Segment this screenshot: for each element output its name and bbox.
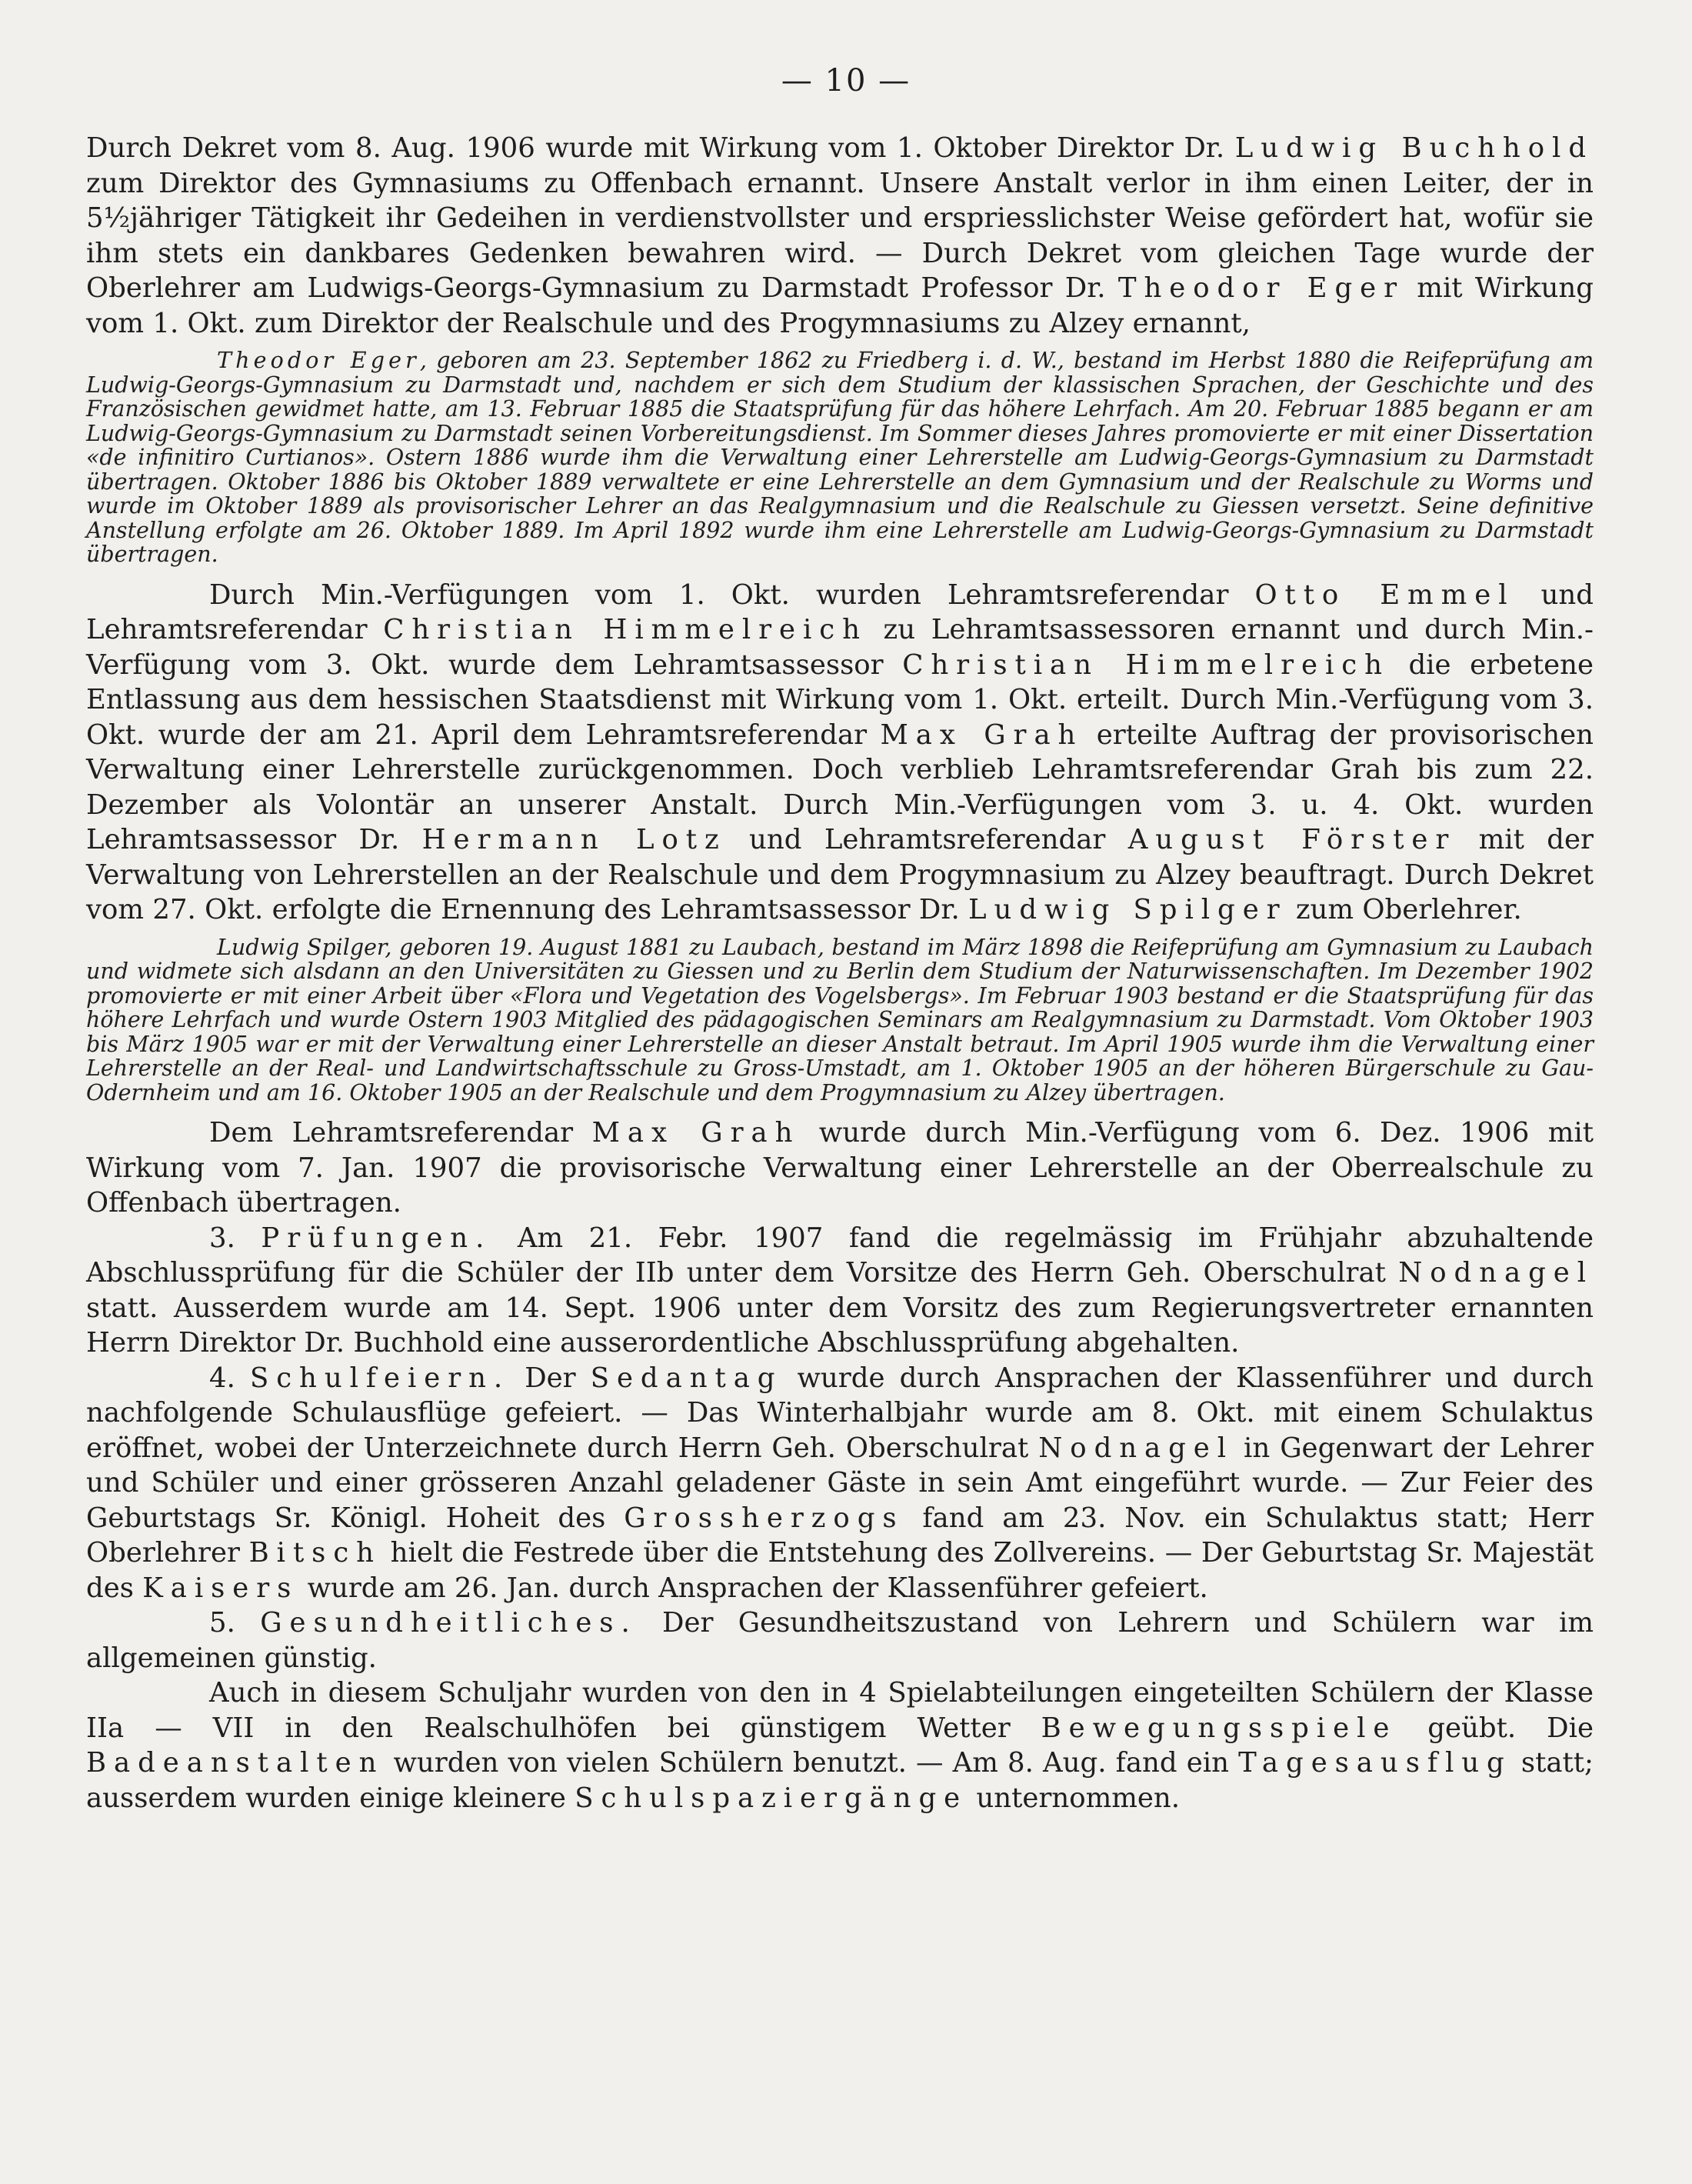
spaced-emphasis: Badeanstalten — [86, 1747, 385, 1779]
spaced-emphasis: Tagesausflug — [1238, 1747, 1512, 1779]
text-run: Dem Lehramtsreferendar — [209, 1117, 592, 1149]
text-run: Am 21. Febr. 1907 fand die regelmässig im Frühjahr abzuhaltende Abschlussprüfung für die Schüler der IIb unter dem Vorsitze des Herrn Geh. Oberschulrat — [86, 1222, 1594, 1289]
page-number: — 10 — — [781, 63, 911, 98]
paragraph-grah-transfer — [86, 1115, 1594, 1221]
spaced-emphasis: Max Grah — [880, 719, 1084, 751]
spaced-emphasis: August Förster — [1127, 824, 1457, 855]
section-gesundheitliches — [86, 1605, 1594, 1676]
text-run: in Gegenwart der Lehrer und Schüler und einer grösseren Anzahl geladener Gäste in sein Amt eingeführt wurde. — Zur Feier des Geburtstags Sr. Königl. Hoheit des — [86, 1432, 1594, 1534]
text-run: zu Lehramtsassessoren ernannt und durch Min.-Verfügung vom 3. Okt. wurde dem Lehramtsassessor — [86, 614, 1594, 681]
paragraph-director-appointments — [86, 131, 1594, 341]
spaced-emphasis: Ludwig Buchhold — [1234, 132, 1594, 164]
spaced-emphasis: Theodor Eger — [217, 348, 420, 373]
text-run: wurden von vielen Schülern benutzt. — Am 8. Aug. fand ein — [384, 1747, 1239, 1779]
spaced-emphasis: Hermann Lotz — [421, 824, 727, 855]
text-run: 5. — [209, 1607, 261, 1639]
text-run: , geboren am 23. September 1862 zu Friedberg i. d. W., bestand im Herbst 1880 die Reifeprüfung am Ludwig-Georgs-Gymnasium zu Darmstadt und, nachdem er sich dem Studium der klassischen Sprachen, der Geschichte und des Französischen gewidmet hatte, am 13. Februar 1885 die Staatsprüfung für das höhere Lehrfach. Am 20. Februar 1885 begann er am Ludwig-Georgs-Gymnasium zu Darmstadt seinen Vorbereitungsdienst. Im Sommer dieses Jahres promovierte er mit einer Dissertation «de infinitiro Curtianos». Ostern 1886 wurde ihm die Verwaltung einer Lehrerstelle am Ludwig-Georgs-Gymnasium zu Darmstadt übertragen. Oktober 1886 bis Oktober 1889 verwaltete er eine Lehrerstelle an dem Gymnasium und der Realschule zu Worms und wurde im Oktober 1889 als provisorischer Lehrer an das Realgymnasium und die Realschule zu Giessen versetzt. Seine definitive Anstellung erfolgte am 26. Oktober 1889. Im April 1892 wurde ihm eine Lehrerstelle am Ludwig-Georgs-Gymnasium zu Darmstadt übertragen. — [86, 348, 1594, 567]
spaced-emphasis: Grossherzogs — [624, 1502, 904, 1534]
text-run: Durch Min.-Verfügungen vom 1. Okt. wurden Lehramtsreferendar — [209, 579, 1255, 611]
spaced-emphasis: Bewegungsspiele — [1041, 1712, 1397, 1744]
text-run: Ludwig Spilger, geboren 19. August 1881 zu Laubach, bestand im März 1898 die Reifeprüfung am Gymnasium zu Laubach und widmete sich alsdann an den Universitäten zu Giessen und zu Berlin dem Studium der Naturwissenschaften. Im Dezember 1902 promovierte er mit einer Arbeit über «Flora und Vegetation des Vogelsbergs». Im Februar 1903 bestand er die Staatsprüfung für das höhere Lehrfach und wurde Ostern 1903 Mitglied des pädagogischen Seminars am Realgymnasium zu Darmstadt. Vom Oktober 1903 bis März 1905 war er mit der Verwaltung einer Lehrerstelle an dieser Anstalt betraut. Im April 1905 wurde ihm die Verwaltung einer Lehrerstelle an der Real- und Landwirtschaftsschule zu Gross-Umstadt, am 1. Oktober 1905 an der höheren Bürgerschule zu Gau-Odernheim und am 16. Oktober 1905 an der Realschule und dem Progymnasium zu Alzey übertragen. — [86, 934, 1594, 1105]
paragraph-spiele-ausfluege — [86, 1676, 1594, 1816]
text-run: unternommen. — [968, 1782, 1181, 1814]
text-run: zum Direktor des Gymnasiums zu Offenbach ernannt. Unsere Anstalt verlor in ihm einen Leiter, der in 5½jähriger Tätigkeit ihr Gedeihen in verdienstvollster und erspriesslichster Weise gefördert hat, wofür sie ihm stets ein dankbares Gedenken bewahren wird. — Durch Dekret vom gleichen Tage wurde der Oberlehrer am Ludwigs-Georgs-Gymnasium zu Darmstadt Professor Dr. — [86, 167, 1594, 304]
spaced-emphasis: Nodnagel — [1038, 1432, 1234, 1464]
spaced-emphasis: Gesundheitliches. — [260, 1607, 638, 1639]
spaced-emphasis: Kaisers — [142, 1572, 299, 1604]
spaced-emphasis: Christian Himmelreich — [902, 649, 1390, 681]
biography-note-spilger — [86, 935, 1594, 1105]
spaced-emphasis: Nodnagel — [1398, 1257, 1594, 1289]
spaced-emphasis: Theodor Eger — [1117, 272, 1405, 304]
spaced-emphasis: Prüfungen. — [261, 1222, 492, 1254]
text-run: wurde am 26. Jan. durch Ansprachen der Klassenführer gefeiert. — [298, 1572, 1208, 1604]
spaced-emphasis: Christian Himmelreich — [383, 614, 868, 645]
text-run: Der Gesundheitszustand von Lehrern und Schülern war im allgemeinen günstig. — [86, 1607, 1594, 1674]
text-run: statt. Ausserdem wurde am 14. Sept. 1906 unter dem Vorsitz des zum Regierungsvertreter ernannten Herrn Direktor Dr. Buchhold eine ausserordentliche Abschlussprüfung abgehalten. — [86, 1292, 1594, 1359]
text-run: wurde durch Ansprachen der Klassenführer und durch nachfolgende Schulausflüge gefeiert. — Das Winterhalbjahr wurde am 8. Okt. mit einem Schulaktus eröffnet, wobei der Unterzeichnete durch Herrn Geh. Oberschulrat — [86, 1362, 1594, 1464]
text-run: zum Oberlehrer. — [1287, 894, 1522, 925]
text-run: statt; ausserdem wurden einige kleinere — [86, 1747, 1594, 1814]
spaced-emphasis: Sedantag — [590, 1362, 783, 1394]
text-run: erteilte Auftrag der provisorischen Verwaltung einer Lehrerstelle zurückgenommen. Doch verblieb Lehramtsreferendar Grah bis zum 22. Dezember als Volontär an unserer Anstalt. Durch Min.-Verfügungen vom 3. u. 4. Okt. wurden Lehramtsassessor Dr. — [86, 719, 1594, 855]
text-run: 3. — [209, 1222, 261, 1254]
spaced-emphasis: Schulspaziergänge — [575, 1782, 968, 1814]
paragraph-ministerial-orders — [86, 578, 1594, 928]
text-run: geübt. Die — [1397, 1712, 1594, 1744]
spaced-emphasis: Bitsch — [248, 1537, 381, 1569]
text-run: die erbetene Entlassung aus dem hessischen Staatsdienst mit Wirkung vom 1. Okt. erteilt. Durch Min.-Verfügung vom 3. Okt. wurde der am 21. April dem Lehramtsreferendar — [86, 649, 1594, 751]
text-run: und Lehramtsreferendar — [726, 824, 1128, 855]
text-run: Durch Dekret vom 8. Aug. 1906 wurde mit Wirkung vom 1. Oktober Direktor Dr. — [86, 132, 1235, 164]
text-run: fand am 23. Nov. ein Schulaktus statt; Herr Oberlehrer — [86, 1502, 1594, 1569]
spaced-emphasis: Ludwig Spilger — [968, 894, 1287, 925]
text-run: 4. — [209, 1362, 250, 1394]
text-run: Auch in diesem Schuljahr wurden von den in 4 Spielabteilungen eingeteilten Schülern der Klasse IIa — VII in den Realschulhöfen bei günstigem Wetter — [86, 1677, 1594, 1744]
section-pruefungen — [86, 1221, 1594, 1361]
text-run: wurde durch Min.-Verfügung vom 6. Dez. 1906 mit Wirkung vom 7. Jan. 1907 die provisorische Verwaltung einer Lehrerstelle an der Oberrealschule zu Offenbach übertragen. — [86, 1117, 1594, 1219]
spaced-emphasis: Otto Emmel — [1254, 579, 1515, 611]
text-run: und Lehramtsreferendar — [86, 579, 1594, 645]
biography-note-eger — [86, 348, 1594, 567]
text-run: Der — [510, 1362, 591, 1394]
page-body — [86, 131, 1594, 1816]
text-run: mit Wirkung vom 1. Okt. zum Direktor der Realschule und des Progymnasiums zu Alzey ernannt, — [86, 272, 1594, 339]
text-run: hielt die Festrede über die Entstehung des Zollvereins. — Der Geburtstag Sr. Majestät des — [86, 1537, 1594, 1604]
spaced-emphasis: Max Grah — [591, 1117, 801, 1149]
spaced-emphasis: Schulfeiern. — [249, 1362, 511, 1394]
section-schulfeiern — [86, 1361, 1594, 1606]
text-run: mit der Verwaltung von Lehrerstellen an der Realschule und dem Progymnasium zu Alzey beauftragt. Durch Dekret vom 27. Okt. erfolgte die Ernennung des Lehramtsassessor Dr. — [86, 824, 1594, 925]
